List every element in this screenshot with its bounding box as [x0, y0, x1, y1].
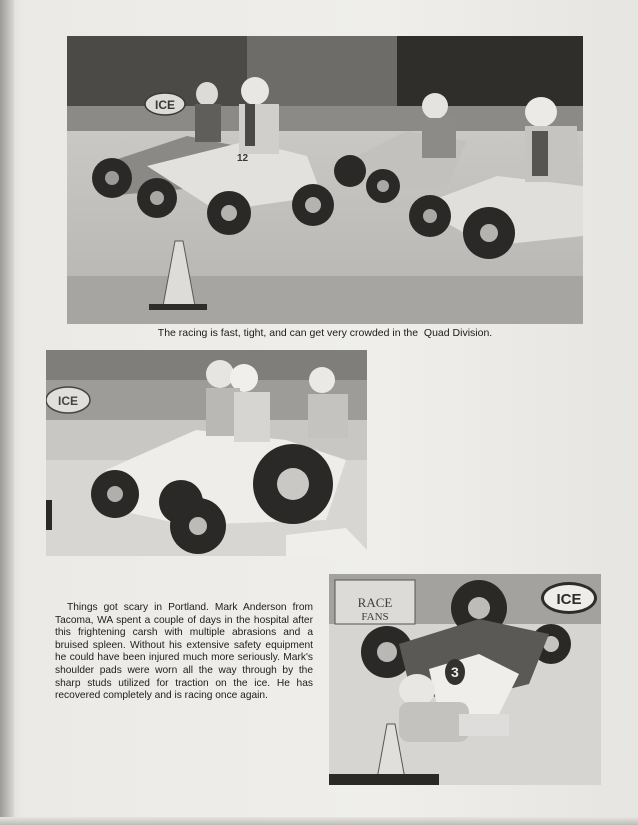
photo-sign-ice: ICE [57, 394, 79, 408]
page-spine-shadow [0, 0, 14, 825]
photo-sign-race: RACE [357, 595, 393, 610]
crash-story [55, 602, 313, 703]
photo-crash-portland-image [329, 574, 601, 785]
photo-quad-wheelie-crowd [46, 350, 367, 556]
photo-sign-ice: ICE [556, 591, 582, 608]
photo-quad-wheelie-crowd-image [46, 350, 367, 556]
photo-quad-racing-pack [67, 36, 583, 324]
top-photo-caption: The racing is fast, tight, and can get very crowded in the Quad Division. [157, 327, 493, 339]
photo-sign-fans: FANS [361, 611, 389, 623]
photo-sign-ice: ICE [154, 98, 176, 112]
photo-bike-number: 3 [451, 664, 459, 680]
crash-story-paragraph: Things got scary in Portland. Mark Anderson from Tacoma, WA spent a couple of days in the hospital after this frightening carsh with multiple abrasions and a bruised spleen. Without his extensive safety equipment he could have been injured much more seriously. Mark's shoulder pads were worn all the way through by the sharp studs utilized for traction on the ice. He has recovered completely and is racing once again. [55, 602, 313, 702]
page-bottom-edge [0, 817, 638, 825]
photo-quad-racing-pack-image [67, 36, 583, 324]
photo-bike-number: 12 [237, 153, 249, 164]
photo-crash-portland [329, 574, 601, 785]
